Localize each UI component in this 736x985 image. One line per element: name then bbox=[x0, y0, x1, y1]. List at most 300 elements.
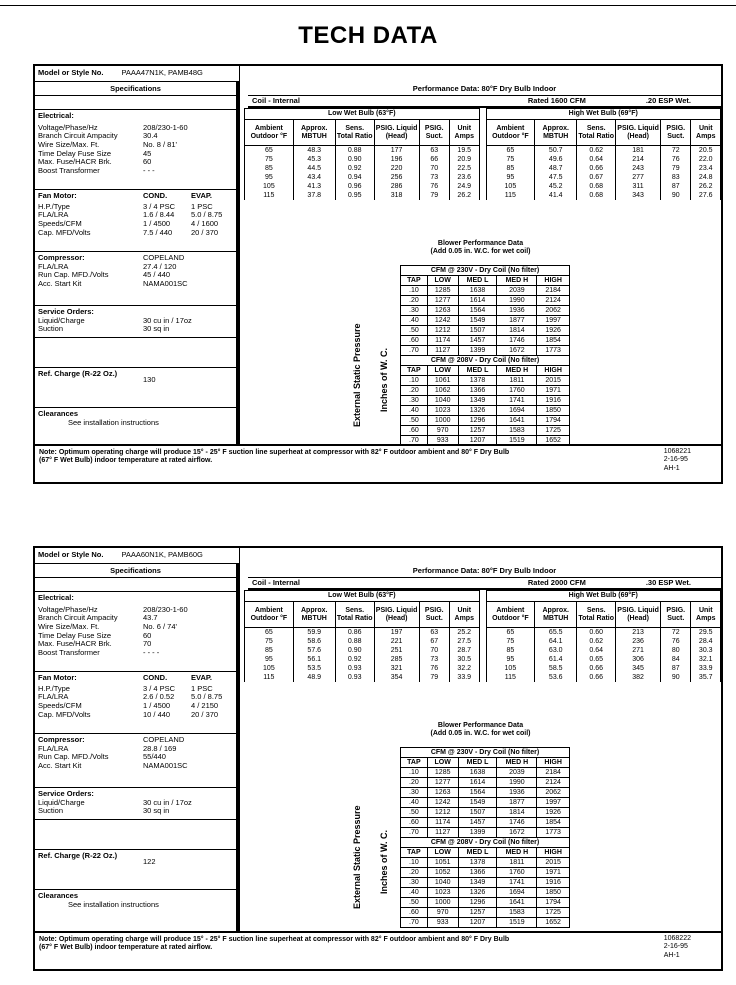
table-cell: 1349 bbox=[458, 878, 497, 888]
table-cell: 1349 bbox=[458, 396, 497, 406]
model-label: Model or Style No. bbox=[38, 68, 104, 78]
fuse-value: 45 bbox=[143, 148, 152, 158]
comp-fla-value: 27.4 / 120 bbox=[143, 261, 177, 271]
table-cell: 76 bbox=[661, 637, 691, 646]
table-cell: 1378 bbox=[458, 858, 497, 868]
table-cell: 23.6 bbox=[449, 173, 479, 182]
table-cell: 1051 bbox=[427, 858, 458, 868]
col-high: HIGH bbox=[537, 758, 570, 768]
fla-evap: 5.0 / 8.75 bbox=[191, 210, 223, 220]
table-cell: 105 bbox=[486, 182, 535, 191]
table-cell: 220 bbox=[374, 164, 419, 173]
table-cell: 1638 bbox=[458, 768, 497, 778]
specifications-heading: Specifications bbox=[35, 82, 236, 96]
table-cell: 1971 bbox=[537, 868, 570, 878]
table-cell: 1877 bbox=[497, 798, 537, 808]
table-cell: 1277 bbox=[427, 778, 458, 788]
refcharge-value: 130 bbox=[143, 375, 156, 384]
table-cell: 70 bbox=[419, 164, 449, 173]
table-row bbox=[245, 655, 480, 664]
performance-heading: Performance Data: 80°F Dry Bulb Indoor bbox=[248, 564, 721, 578]
table-cell: 1242 bbox=[427, 798, 458, 808]
table-cell: 84 bbox=[661, 655, 691, 664]
table-cell: 67 bbox=[419, 637, 449, 646]
col-medl: MED L bbox=[458, 276, 497, 286]
table-cell: 95 bbox=[486, 173, 535, 182]
table-cell: 311 bbox=[616, 182, 661, 191]
note-text: Note: Optimum operating charge will produce 15° - 25° F suction line superheat at compressor with 82° F outdoor ambient and 80° F Dry Bulb (67° F Wet Bulb) indoor temperature at rated airflow. bbox=[39, 449, 510, 465]
table-cell: 0.92 bbox=[335, 655, 374, 664]
table-cell: 53.5 bbox=[293, 664, 335, 673]
table-cell: 1916 bbox=[537, 878, 570, 888]
blower-table bbox=[400, 265, 570, 446]
table-cell: 1877 bbox=[497, 316, 537, 326]
service-orders-block bbox=[35, 788, 236, 820]
table-row bbox=[486, 191, 721, 200]
table-cell: 56.1 bbox=[293, 655, 335, 664]
col-amps: Unit Amps bbox=[449, 120, 479, 146]
table-cell: 0.92 bbox=[335, 164, 374, 173]
table-cell: .20 bbox=[401, 386, 428, 396]
refcharge-label: Ref. Charge (R-22 Oz.) bbox=[38, 851, 118, 860]
table-cell: 30.5 bbox=[449, 655, 479, 664]
table-cell: 1296 bbox=[458, 898, 497, 908]
col-medh: MED H bbox=[497, 848, 537, 858]
table-row bbox=[401, 788, 570, 798]
table-cell: 1997 bbox=[537, 316, 570, 326]
table-cell: .70 bbox=[401, 346, 428, 356]
col-sens: Sens. Total Ratio bbox=[335, 602, 374, 628]
table-cell: 65.5 bbox=[535, 628, 577, 638]
table-cell: 53.6 bbox=[535, 673, 577, 682]
table-row bbox=[486, 173, 721, 182]
table-cell: 1207 bbox=[458, 918, 497, 928]
maxfuse-value: 60 bbox=[143, 157, 152, 167]
table-cell: .10 bbox=[401, 376, 428, 386]
col-medh: MED H bbox=[497, 758, 537, 768]
table-cell: 1641 bbox=[497, 898, 537, 908]
table-row bbox=[401, 888, 570, 898]
table-cell: 0.95 bbox=[335, 191, 374, 200]
col-low: LOW bbox=[427, 758, 458, 768]
performance-tables bbox=[240, 108, 721, 200]
blower-title: Blower Performance Data bbox=[437, 722, 524, 729]
comp-fla-label: FLA/LRA bbox=[38, 261, 69, 271]
table-cell: 933 bbox=[427, 436, 458, 446]
table-cell: 76 bbox=[419, 664, 449, 673]
table-cell: 41.4 bbox=[535, 191, 577, 200]
refcharge-label: Ref. Charge (R-22 Oz.) bbox=[38, 369, 118, 378]
table-cell: 1997 bbox=[537, 798, 570, 808]
fla-label: FLA/LRA bbox=[38, 692, 69, 702]
spacer bbox=[35, 578, 236, 592]
table-cell: 48.7 bbox=[535, 164, 577, 173]
table-cell: 1725 bbox=[537, 908, 570, 918]
table-cell: 24.8 bbox=[691, 173, 721, 182]
external-static-label: External Static Pressure bbox=[352, 805, 362, 909]
table-cell: 28.4 bbox=[691, 637, 721, 646]
table-cell: 1549 bbox=[458, 798, 497, 808]
table-cell: 79 bbox=[419, 673, 449, 682]
table-cell: 45.3 bbox=[293, 155, 335, 164]
table-row bbox=[401, 286, 570, 296]
spacer bbox=[35, 96, 236, 110]
table-cell: 85 bbox=[486, 646, 535, 655]
table-cell: 85 bbox=[245, 646, 294, 655]
table-cell: 1257 bbox=[458, 426, 497, 436]
table-cell: 0.94 bbox=[335, 173, 374, 182]
table-cell: .60 bbox=[401, 426, 428, 436]
table-cell: 33.9 bbox=[691, 664, 721, 673]
low-wet-bulb-table bbox=[244, 108, 480, 200]
cap-label: Cap. MFD/Volts bbox=[38, 709, 91, 719]
clearances-value: See installation instructions bbox=[68, 417, 159, 427]
table-cell: 271 bbox=[616, 646, 661, 655]
table-cell: .10 bbox=[401, 286, 428, 296]
table-cell: 1916 bbox=[537, 396, 570, 406]
comp-fla-value: 28.8 / 169 bbox=[143, 743, 177, 753]
table-cell: 0.64 bbox=[577, 155, 616, 164]
table-cell: 76 bbox=[419, 182, 449, 191]
table-cell: 72 bbox=[661, 146, 691, 156]
blower-heading bbox=[240, 240, 721, 257]
doc-code: AH-1 bbox=[663, 464, 680, 472]
table-cell: 27.5 bbox=[449, 637, 479, 646]
col-medl: MED L bbox=[458, 848, 497, 858]
table-cell: 50.7 bbox=[535, 146, 577, 156]
table-cell: 2184 bbox=[537, 286, 570, 296]
table-cell: 61.4 bbox=[535, 655, 577, 664]
table-cell: 1052 bbox=[427, 868, 458, 878]
speeds-label: Speeds/CFM bbox=[38, 700, 82, 710]
table-cell: 2062 bbox=[537, 306, 570, 316]
table-cell: 354 bbox=[374, 673, 419, 682]
table-cell: 95 bbox=[245, 655, 294, 664]
table-cell: 32.1 bbox=[691, 655, 721, 664]
col-suct: PSIG. Suct. bbox=[661, 602, 691, 628]
esp-value: .20 ESP Wet. bbox=[645, 95, 691, 105]
table-cell: 0.64 bbox=[577, 646, 616, 655]
table-cell: 105 bbox=[486, 664, 535, 673]
table-cell: 1023 bbox=[427, 406, 458, 416]
table-cell: 1174 bbox=[427, 818, 458, 828]
table-cell: 58.5 bbox=[535, 664, 577, 673]
table-cell: 1694 bbox=[497, 888, 537, 898]
table-row bbox=[245, 164, 480, 173]
table-row bbox=[401, 316, 570, 326]
table-cell: 1212 bbox=[427, 808, 458, 818]
table-cell: 0.62 bbox=[577, 637, 616, 646]
table-cell: 75 bbox=[245, 637, 294, 646]
table-cell: 236 bbox=[616, 637, 661, 646]
specifications-panel bbox=[35, 82, 240, 444]
fuse-label: Time Delay Fuse Size bbox=[38, 630, 112, 640]
table-row bbox=[401, 808, 570, 818]
cap-label: Cap. MFD/Volts bbox=[38, 227, 91, 237]
table-row bbox=[401, 818, 570, 828]
table-cell: 87 bbox=[661, 182, 691, 191]
note-block bbox=[35, 444, 721, 482]
table-cell: 65 bbox=[245, 146, 294, 156]
table-cell: .40 bbox=[401, 316, 428, 326]
table-cell: 285 bbox=[374, 655, 419, 664]
table-cell: 1326 bbox=[458, 888, 497, 898]
table-cell: 2015 bbox=[537, 376, 570, 386]
table-row bbox=[401, 898, 570, 908]
table-row bbox=[401, 868, 570, 878]
table-cell: 25.2 bbox=[449, 628, 479, 638]
low-wb-heading: Low Wet Bulb (63°F) bbox=[245, 591, 480, 602]
compressor-block bbox=[35, 734, 236, 788]
tech-sheet-1 bbox=[33, 64, 723, 484]
table-cell: 115 bbox=[486, 191, 535, 200]
table-cell: .50 bbox=[401, 326, 428, 336]
speeds-evap: 4 / 2150 bbox=[191, 700, 219, 710]
table-cell: 20.9 bbox=[449, 155, 479, 164]
table-cell: 1926 bbox=[537, 808, 570, 818]
wire-value: No. 6 / 74' bbox=[143, 621, 177, 631]
high-wb-rows bbox=[486, 628, 721, 683]
evap-heading: EVAP. bbox=[191, 191, 212, 200]
table-row bbox=[245, 182, 480, 191]
table-cell: 1457 bbox=[458, 818, 497, 828]
table-cell: 214 bbox=[616, 155, 661, 164]
table-cell: 286 bbox=[374, 182, 419, 191]
fla-cond: 1.6 / 8.44 bbox=[143, 210, 175, 220]
col-liquid: PSIG. Liquid (Head) bbox=[616, 602, 661, 628]
table-cell: 1614 bbox=[458, 778, 497, 788]
table-cell: 321 bbox=[374, 664, 419, 673]
clearances-block bbox=[35, 890, 236, 911]
table-cell: 1040 bbox=[427, 878, 458, 888]
table-cell: 1212 bbox=[427, 326, 458, 336]
liquid-value: 30 cu in / 17oz bbox=[143, 315, 192, 325]
table-cell: 115 bbox=[245, 673, 294, 682]
table-cell: 28.7 bbox=[449, 646, 479, 655]
table-cell: 1326 bbox=[458, 406, 497, 416]
table-cell: 0.68 bbox=[577, 191, 616, 200]
note-block bbox=[35, 931, 721, 969]
col-mbtuh: Approx. MBTUH bbox=[293, 602, 335, 628]
high-wet-bulb-table bbox=[486, 108, 722, 200]
table-cell: 1000 bbox=[427, 898, 458, 908]
doc-date: 2-16-95 bbox=[663, 943, 688, 951]
table-cell: 27.6 bbox=[691, 191, 721, 200]
compressor-block bbox=[35, 252, 236, 306]
table-cell: 1399 bbox=[458, 828, 497, 838]
table-cell: 1990 bbox=[497, 296, 537, 306]
compressor-heading: Compressor: bbox=[38, 735, 85, 744]
table-cell: .70 bbox=[401, 828, 428, 838]
table-cell: 1399 bbox=[458, 346, 497, 356]
table-cell: 45.2 bbox=[535, 182, 577, 191]
table-cell: 1519 bbox=[497, 436, 537, 446]
table-row bbox=[486, 655, 721, 664]
doc-reference bbox=[664, 448, 691, 473]
cfm230-heading: CFM @ 230V - Dry Coil (No filter) bbox=[401, 748, 570, 758]
table-cell: 1773 bbox=[537, 828, 570, 838]
table-cell: 0.66 bbox=[577, 664, 616, 673]
liquid-label: Liquid/Charge bbox=[38, 797, 85, 807]
table-cell: 79 bbox=[419, 191, 449, 200]
table-cell: 1672 bbox=[497, 828, 537, 838]
fuse-label: Time Delay Fuse Size bbox=[38, 148, 112, 158]
table-cell: 35.7 bbox=[691, 673, 721, 682]
table-cell: 1850 bbox=[537, 888, 570, 898]
hp-label: H.P./Type bbox=[38, 683, 70, 693]
table-cell: 47.5 bbox=[535, 173, 577, 182]
table-cell: 76 bbox=[661, 155, 691, 164]
cap-cond: 7.5 / 440 bbox=[143, 227, 173, 237]
table-cell: .10 bbox=[401, 768, 428, 778]
service-orders-block bbox=[35, 306, 236, 338]
voltage-value: 208/230-1-60 bbox=[143, 122, 188, 132]
col-medl: MED L bbox=[458, 758, 497, 768]
table-cell: 0.90 bbox=[335, 646, 374, 655]
table-row bbox=[401, 908, 570, 918]
table-cell: 37.8 bbox=[293, 191, 335, 200]
clearances-heading: Clearances bbox=[38, 891, 79, 900]
col-high: HIGH bbox=[537, 366, 570, 376]
table-row bbox=[401, 918, 570, 928]
table-cell: 1652 bbox=[537, 918, 570, 928]
table-cell: 83 bbox=[661, 173, 691, 182]
table-cell: 2039 bbox=[497, 768, 537, 778]
table-cell: 26.2 bbox=[449, 191, 479, 200]
comp-fla-label: FLA/LRA bbox=[38, 743, 69, 753]
table-row bbox=[401, 406, 570, 416]
table-cell: 1614 bbox=[458, 296, 497, 306]
table-row bbox=[245, 146, 480, 156]
table-cell: 1296 bbox=[458, 416, 497, 426]
table-cell: 75 bbox=[486, 637, 535, 646]
external-static-label: External Static Pressure bbox=[352, 323, 362, 427]
fan-motor-block bbox=[35, 672, 236, 734]
speeds-cond: 1 / 4500 bbox=[143, 700, 171, 710]
table-cell: 1811 bbox=[497, 376, 537, 386]
inches-wc-label: Inches of W. C. bbox=[379, 347, 389, 412]
cfm208-heading: CFM @ 208V - Dry Coil (No filter) bbox=[401, 356, 570, 366]
col-medl: MED L bbox=[458, 366, 497, 376]
table-cell: 0.88 bbox=[335, 637, 374, 646]
table-row bbox=[245, 155, 480, 164]
col-mbtuh: Approx. MBTUH bbox=[293, 120, 335, 146]
table-cell: 1207 bbox=[458, 436, 497, 446]
table-cell: 63 bbox=[419, 146, 449, 156]
table-cell: 1936 bbox=[497, 788, 537, 798]
table-row bbox=[401, 326, 570, 336]
table-cell: 1519 bbox=[497, 918, 537, 928]
table-cell: 44.5 bbox=[293, 164, 335, 173]
blower-title: Blower Performance Data bbox=[437, 240, 524, 247]
evap-heading: EVAP. bbox=[191, 673, 212, 682]
low-wb-rows bbox=[245, 628, 480, 683]
table-cell: 105 bbox=[245, 664, 294, 673]
col-tap: TAP bbox=[401, 366, 428, 376]
table-cell: 22.5 bbox=[449, 164, 479, 173]
table-cell: 1366 bbox=[458, 386, 497, 396]
table-cell: 63.0 bbox=[535, 646, 577, 655]
hp-evap: 1 PSC bbox=[191, 683, 213, 693]
table-cell: 177 bbox=[374, 146, 419, 156]
table-cell: 1000 bbox=[427, 416, 458, 426]
table-cell: 2062 bbox=[537, 788, 570, 798]
table-cell: 49.6 bbox=[535, 155, 577, 164]
table-cell: 85 bbox=[245, 164, 294, 173]
run-cap-label: Run Cap. MFD./Volts bbox=[38, 270, 109, 280]
table-cell: 1936 bbox=[497, 306, 537, 316]
ref-charge-block bbox=[35, 850, 236, 890]
fan-motor-block bbox=[35, 190, 236, 252]
cap-evap: 20 / 370 bbox=[191, 227, 219, 237]
table-row bbox=[245, 673, 480, 682]
coil-row bbox=[248, 96, 721, 108]
table-cell: 29.5 bbox=[691, 628, 721, 638]
table-cell: 2039 bbox=[497, 286, 537, 296]
table-row bbox=[401, 798, 570, 808]
col-ambient: Ambient Outdoor °F bbox=[486, 120, 535, 146]
table-cell: .60 bbox=[401, 908, 428, 918]
maxfuse-value: 70 bbox=[143, 639, 152, 649]
table-cell: 73 bbox=[419, 173, 449, 182]
col-amps: Unit Amps bbox=[691, 120, 721, 146]
cond-heading: COND. bbox=[143, 191, 168, 200]
cap-cond: 10 / 440 bbox=[143, 709, 171, 719]
table-cell: .50 bbox=[401, 898, 428, 908]
voltage-label: Voltage/Phase/Hz bbox=[38, 122, 98, 132]
electrical-heading: Electrical: bbox=[38, 593, 74, 602]
clearances-block bbox=[35, 408, 236, 429]
table-cell: 75 bbox=[245, 155, 294, 164]
table-cell: 2124 bbox=[537, 296, 570, 306]
table-cell: 1285 bbox=[427, 286, 458, 296]
table-cell: 1366 bbox=[458, 868, 497, 878]
table-cell: 1638 bbox=[458, 286, 497, 296]
table-cell: 0.90 bbox=[335, 155, 374, 164]
table-cell: 970 bbox=[427, 426, 458, 436]
cond-heading: COND. bbox=[143, 673, 168, 682]
table-cell: 1814 bbox=[497, 326, 537, 336]
table-cell: 0.86 bbox=[335, 628, 374, 638]
specifications-panel bbox=[35, 564, 240, 931]
table-cell: 306 bbox=[616, 655, 661, 664]
table-cell: 1174 bbox=[427, 336, 458, 346]
boost-label: Boost Transformer bbox=[38, 647, 100, 657]
table-row bbox=[486, 664, 721, 673]
table-cell: 1971 bbox=[537, 386, 570, 396]
col-suct: PSIG. Suct. bbox=[419, 602, 449, 628]
table-row bbox=[401, 768, 570, 778]
table-cell: 1746 bbox=[497, 818, 537, 828]
table-cell: 1694 bbox=[497, 406, 537, 416]
doc-date: 2-16-95 bbox=[663, 456, 688, 464]
fuse-value: 60 bbox=[143, 630, 152, 640]
electrical-heading: Electrical: bbox=[38, 111, 74, 120]
table-cell: 1564 bbox=[458, 788, 497, 798]
cap-evap: 20 / 370 bbox=[191, 709, 219, 719]
col-liquid: PSIG. Liquid (Head) bbox=[374, 120, 419, 146]
electrical-block bbox=[35, 110, 236, 190]
rated-cfm: Rated 1600 CFM bbox=[527, 95, 586, 105]
col-suct: PSIG. Suct. bbox=[419, 120, 449, 146]
table-cell: 1741 bbox=[497, 396, 537, 406]
col-sens: Sens. Total Ratio bbox=[335, 120, 374, 146]
table-cell: 197 bbox=[374, 628, 419, 638]
branch-label: Branch Circuit Ampacity bbox=[38, 131, 118, 141]
high-wb-heading: High Wet Bulb (69°F) bbox=[486, 109, 721, 120]
table-cell: .10 bbox=[401, 858, 428, 868]
table-cell: 95 bbox=[486, 655, 535, 664]
